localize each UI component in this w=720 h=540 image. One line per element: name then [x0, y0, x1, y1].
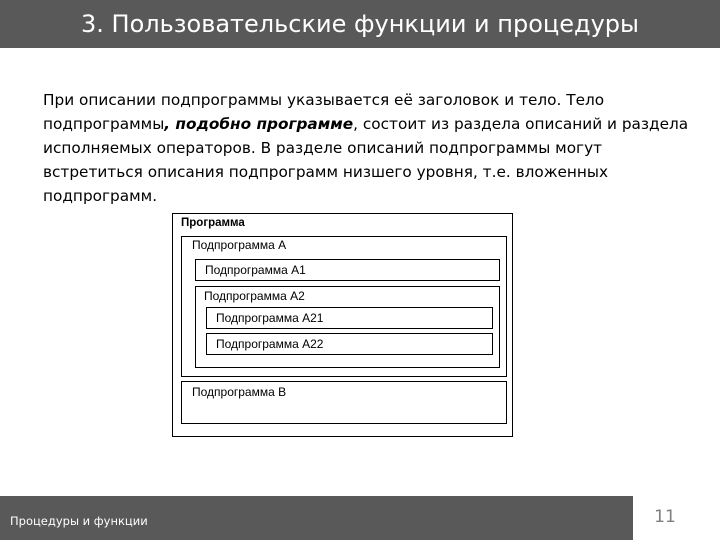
page-number: 11 [654, 507, 676, 527]
subprogram-a22-label: Подпрограмма А22 [216, 337, 324, 351]
program-label: Программа [181, 217, 245, 229]
subprogram-a1-box [195, 259, 500, 281]
body-text-emphasis: , подобно программе [164, 115, 354, 133]
body-paragraph [43, 88, 703, 208]
subprogram-a22-box [206, 333, 493, 355]
footer-label: Процедуры и функции [10, 514, 148, 528]
subprogram-a2-label: Подпрограмма А2 [204, 289, 305, 303]
subprogram-b-box [181, 381, 507, 424]
body-text-start: При описании подпрограммы указывается её заголовок и тело. Тело подпрограммы [43, 91, 605, 133]
subprogram-a21-box [206, 307, 493, 329]
subprogram-b-label: Подпрограмма В [192, 385, 287, 399]
subprogram-a1-label: Подпрограмма А1 [205, 263, 306, 277]
slide-title: 3. Пользовательские функции и процедуры [0, 0, 720, 48]
footer-bar [0, 496, 633, 540]
subprogram-a-label: Подпрограмма А [192, 238, 287, 252]
subprogram-a21-label: Подпрограмма А21 [216, 311, 324, 325]
body-text-end: , состоит из раздела описаний и раздела исполняемых операторов. В разделе описаний подпрограммы могут встретиться описания подпрограмм низшего уровня, т.е. вложенных подпрограмм. [43, 115, 689, 205]
